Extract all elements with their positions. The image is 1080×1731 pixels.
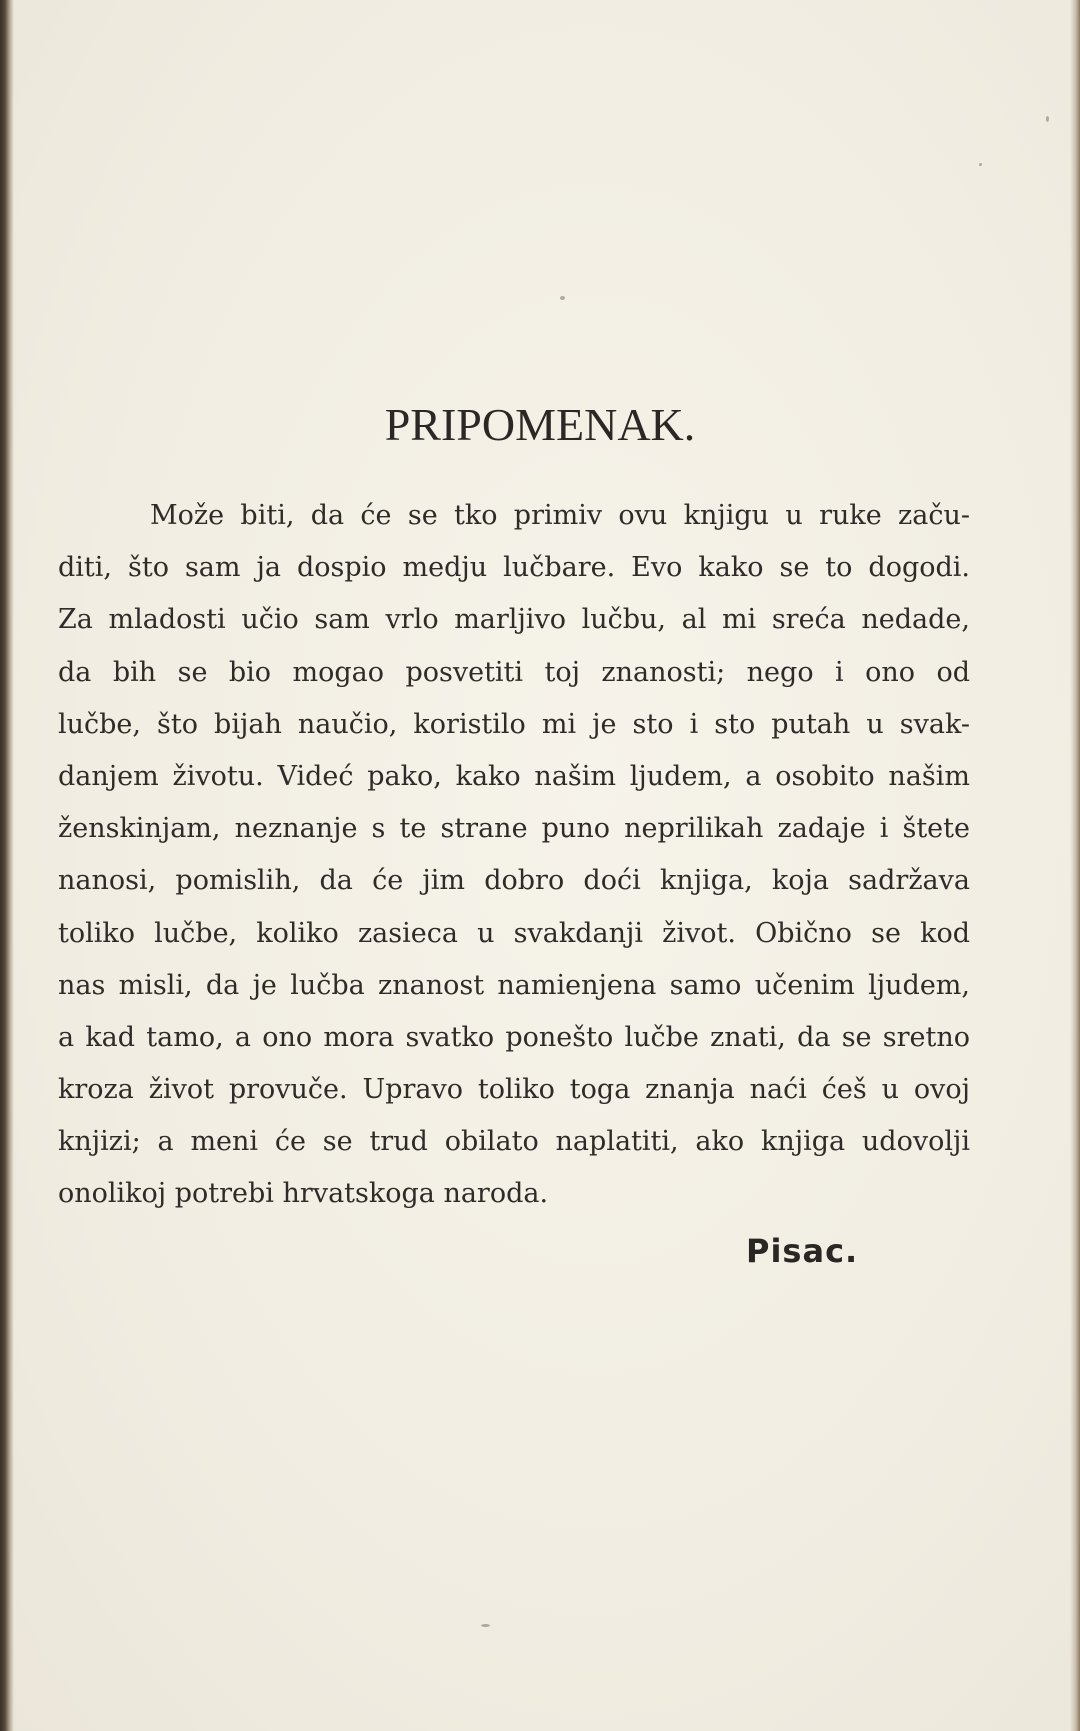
text-line: lučbe, što bijah naučio, koristilo mi je sto i sto putah u svak- xyxy=(58,708,970,740)
author-signature: Pisac. xyxy=(746,1232,859,1270)
paper-speck xyxy=(1046,116,1049,122)
text-line: a kad tamo, a ono mora svatko ponešto lučbe znati, da se sretno xyxy=(58,1021,970,1053)
page-outer-edge xyxy=(1070,0,1080,1731)
text-line: Može biti, da će se tko primiv ovu knjigu u ruke začu- xyxy=(150,500,970,531)
page-binding-edge xyxy=(0,0,14,1731)
text-line: nas misli, da je lučba znanost namienjena samo učenim ljudem, xyxy=(58,969,970,1001)
text-line: diti, što sam ja dospio medju lučbare. Evo kako se to dogodi. xyxy=(58,552,970,584)
text-line: kroza život provuče. Upravo toliko toga znanja naći ćeš u ovoj xyxy=(58,1074,970,1106)
paper-speck xyxy=(560,296,565,300)
preface-paragraph xyxy=(58,490,970,1221)
text-line: da bih se bio mogao posvetiti toj znanosti; nego i ono od xyxy=(58,656,970,688)
text-line: danjem životu. Videć pako, kako našim ljudem, a osobito našim xyxy=(58,760,970,792)
text-line: Za mladosti učio sam vrlo marljivo lučbu, al mi sreća nedade, xyxy=(58,604,970,636)
text-line: onolikoj potrebi hrvatskoga naroda. xyxy=(58,1178,549,1210)
paper-speck xyxy=(979,163,982,166)
page-title: PRIPOMENAK. xyxy=(384,399,696,450)
text-line: toliko lučbe, koliko zasieca u svakdanji život. Obično se kod xyxy=(58,917,970,949)
text-line: knjizi; a meni će se trud obilato naplatiti, ako knjiga udovolji xyxy=(58,1126,970,1158)
text-line: nanosi, pomislih, da će jim dobro doći knjiga, koja sadržava xyxy=(58,865,970,897)
text-line: ženskinjam, neznanje s te strane puno neprilikah zadaje i štete xyxy=(58,813,970,845)
paper-speck xyxy=(481,1624,490,1627)
